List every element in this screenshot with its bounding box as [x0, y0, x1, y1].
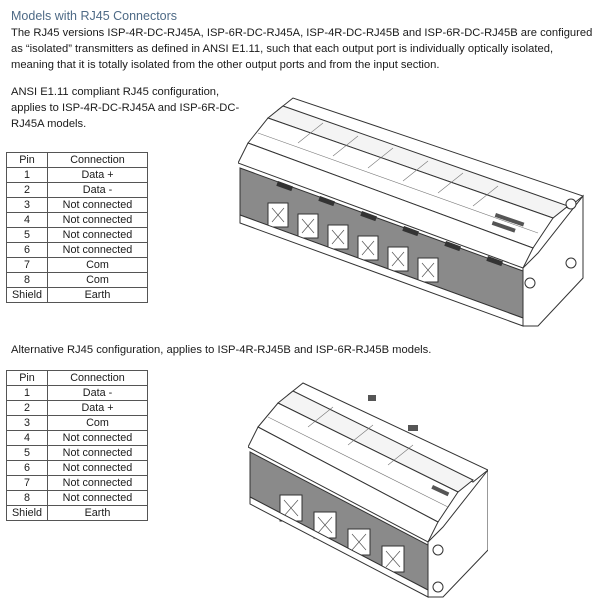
- table-row: [7, 258, 148, 273]
- table-row: [7, 386, 148, 401]
- connection-cell: Not connected: [48, 476, 148, 491]
- intro-paragraph: The RJ45 versions ISP-4R-DC-RJ45A, ISP-6R-DC-RJ45A, ISP-4R-DC-RJ45B and ISP-6R-DC-RJ45B are configured as “isolated” transmitters as defined in ANSI E1.11, such that each output port is individually optically isolated, meaning that it is totally isolated from the other output ports and from the input section.: [11, 27, 593, 71]
- pin-cell: 7: [7, 476, 48, 491]
- table-row: [7, 491, 148, 506]
- connection-cell: Not connected: [48, 491, 148, 506]
- pin-cell: 6: [7, 243, 48, 258]
- table-row: [7, 273, 148, 288]
- table-row: [7, 183, 148, 198]
- connection-cell: Earth: [48, 506, 148, 521]
- pin-cell: 3: [7, 416, 48, 431]
- connection-cell: Data +: [48, 401, 148, 416]
- connection-cell: Not connected: [48, 198, 148, 213]
- col-header-pin: Pin: [7, 153, 48, 168]
- pinout-table-b: [6, 370, 148, 521]
- table-row: [7, 198, 148, 213]
- table-row: [7, 506, 148, 521]
- table-row: [7, 416, 148, 431]
- table-row: [7, 213, 148, 228]
- table-header-row: [7, 153, 148, 168]
- connection-cell: Not connected: [48, 243, 148, 258]
- col-header-connection: Connection: [48, 371, 148, 386]
- caption-config-b: Alternative RJ45 configuration, applies to ISP-4R-RJ45B and ISP-6R-RJ45B models.: [11, 344, 432, 356]
- table-row: [7, 401, 148, 416]
- col-header-pin: Pin: [7, 371, 48, 386]
- device-illustration-4-port: [248, 375, 488, 600]
- connection-cell: Not connected: [48, 213, 148, 228]
- pin-cell: 2: [7, 401, 48, 416]
- connection-cell: Earth: [48, 288, 148, 303]
- connection-cell: Not connected: [48, 228, 148, 243]
- caption-config-a: ANSI E1.11 compliant RJ45 configuration, applies to ISP-4R-DC-RJ45A and ISP-6R-DC-RJ45A models.: [11, 86, 240, 130]
- connection-cell: Data -: [48, 386, 148, 401]
- connection-cell: Data -: [48, 183, 148, 198]
- col-header-connection: Connection: [48, 153, 148, 168]
- pin-cell: Shield: [7, 506, 48, 521]
- connection-cell: Com: [48, 258, 148, 273]
- device-illustration-6-port: [238, 88, 588, 328]
- pin-cell: 5: [7, 446, 48, 461]
- pinout-table-a: [6, 152, 148, 303]
- pin-cell: Shield: [7, 288, 48, 303]
- connection-cell: Not connected: [48, 461, 148, 476]
- connection-cell: Com: [48, 416, 148, 431]
- table-row: [7, 461, 148, 476]
- pin-cell: 4: [7, 431, 48, 446]
- table-row: [7, 476, 148, 491]
- pin-cell: 1: [7, 168, 48, 183]
- pin-cell: 5: [7, 228, 48, 243]
- section-heading: Models with RJ45 Connectors: [11, 9, 178, 23]
- pin-cell: 6: [7, 461, 48, 476]
- connection-cell: Com: [48, 273, 148, 288]
- connection-cell: Not connected: [48, 431, 148, 446]
- table-row: [7, 431, 148, 446]
- table-row: [7, 168, 148, 183]
- table-row: [7, 243, 148, 258]
- table-header-row: [7, 371, 148, 386]
- pin-cell: 4: [7, 213, 48, 228]
- table-row: [7, 446, 148, 461]
- pin-cell: 8: [7, 273, 48, 288]
- connection-cell: Data +: [48, 168, 148, 183]
- connection-cell: Not connected: [48, 446, 148, 461]
- table-row: [7, 228, 148, 243]
- pin-cell: 8: [7, 491, 48, 506]
- pin-cell: 7: [7, 258, 48, 273]
- pin-cell: 1: [7, 386, 48, 401]
- pin-cell: 2: [7, 183, 48, 198]
- table-row: [7, 288, 148, 303]
- pin-cell: 3: [7, 198, 48, 213]
